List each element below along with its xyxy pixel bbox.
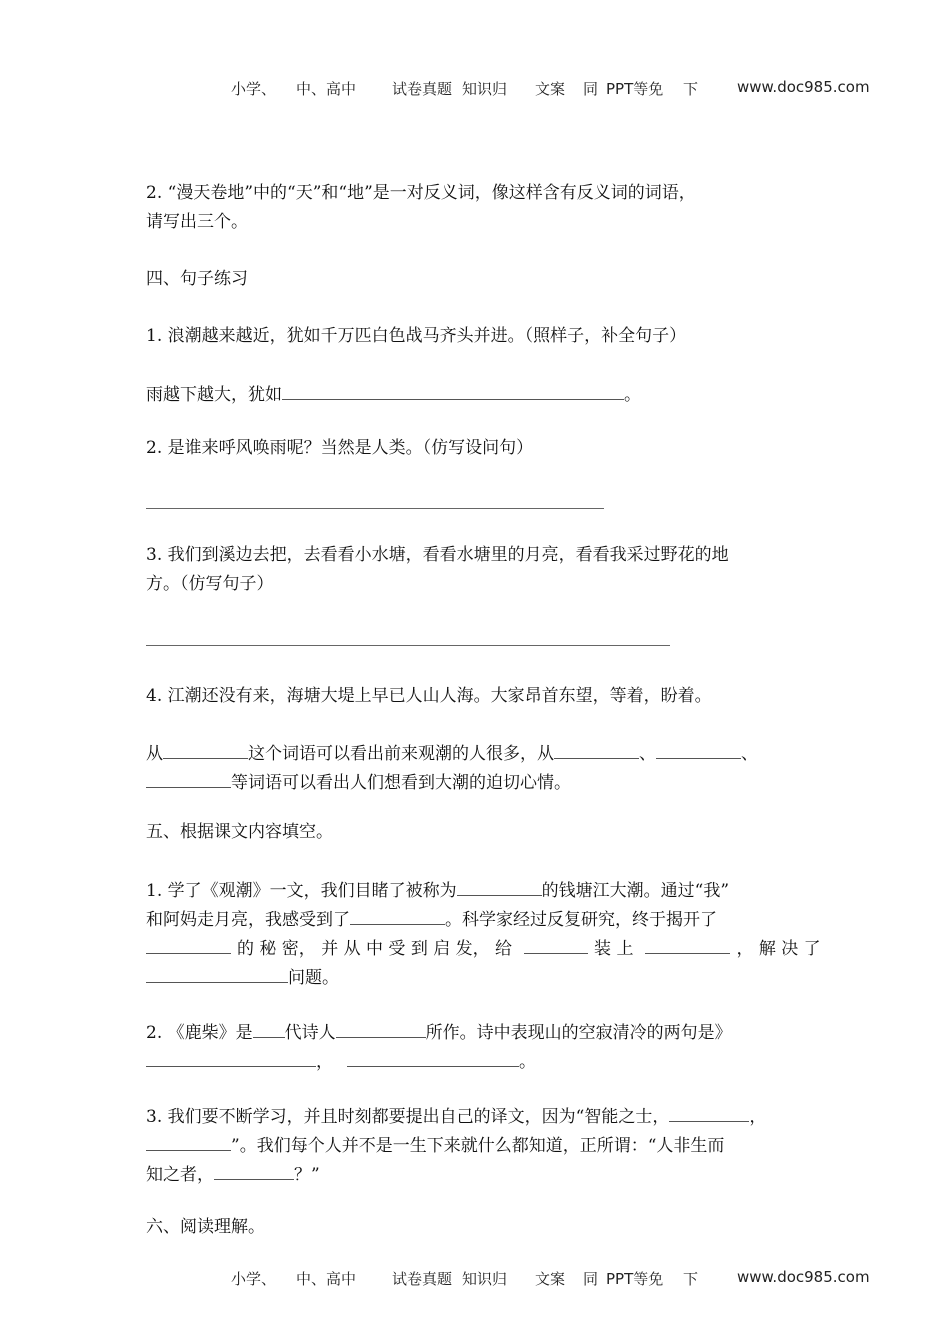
q2-line1: 2. “漫天卷地”中的“天”和“地”是一对反义词，像这样含有反义词的词语，: [146, 183, 696, 203]
answer-blank[interactable]: [146, 966, 288, 983]
footer-item: 下: [683, 1270, 699, 1288]
header-item: 文案: [535, 80, 566, 98]
answer-blank[interactable]: [282, 383, 624, 400]
f1-line3: [146, 937, 821, 959]
text: ，: [316, 1052, 333, 1072]
answer-blank[interactable]: [347, 1050, 519, 1067]
text: 所作。诗中表现山的空寂清冷的两句是》: [425, 1023, 732, 1043]
text: 等词语可以看出人们想看到大潮的迫切心情。: [231, 773, 571, 793]
footer-item: 知识归: [462, 1270, 508, 1288]
answer-blank[interactable]: [336, 1021, 426, 1038]
footer-url[interactable]: www.doc985.com: [737, 1268, 870, 1286]
section-4-heading: 四、句子练习: [146, 269, 248, 289]
s2-prompt: 2. 是谁来呼风唤雨呢？当然是人类。（仿写设问句）: [146, 438, 534, 458]
text: 装 上: [594, 939, 634, 959]
s1-answer-pre: 雨越下越大，犹如: [146, 385, 282, 405]
s4-answer-line2: [146, 771, 571, 793]
s1-answer: [146, 383, 641, 405]
text: 3. 我们要不断学习，并且时刻都要提出自己的译文，因为“智能之士，: [146, 1107, 670, 1127]
text: 、: [741, 744, 758, 764]
text: 和阿妈走月亮，我感受到了: [146, 910, 350, 930]
text: 。科学家经过反复研究，终于揭开了: [445, 910, 717, 930]
header-item: 下: [683, 80, 699, 98]
answer-line[interactable]: [146, 508, 604, 509]
text: 、: [639, 744, 656, 764]
answer-blank[interactable]: [656, 742, 741, 759]
section-5-heading: 五、根据课文内容填空。: [146, 822, 333, 842]
answer-line[interactable]: [146, 645, 670, 646]
text: 从: [146, 744, 163, 764]
answer-blank[interactable]: [253, 1021, 285, 1038]
f3-line2: [146, 1134, 724, 1156]
s4-answer-line1: [146, 742, 758, 764]
header-url[interactable]: www.doc985.com: [737, 78, 870, 96]
text: 问题。: [288, 968, 339, 988]
text: 2. 《鹿柴》是: [146, 1023, 253, 1043]
f3-line1: [146, 1105, 766, 1127]
text: 。: [519, 1052, 536, 1072]
text: 代诗人: [284, 1023, 336, 1043]
q2-line2: 请写出三个。: [146, 212, 248, 232]
header-item: 试卷真题: [392, 80, 453, 98]
text: 知之者，: [146, 1165, 214, 1185]
s3-line1: 3. 我们到溪边去把，去看看小水塘，看看水塘里的月亮，看看我采过野花的地: [146, 545, 729, 565]
text: 的 秘 密， 并 从 中 受 到 启 发， 给: [237, 939, 513, 959]
text: ， 解 决 了: [736, 939, 821, 959]
s1-answer-post: 。: [624, 385, 641, 405]
answer-blank[interactable]: [645, 937, 730, 954]
answer-blank[interactable]: [146, 771, 231, 788]
answer-blank[interactable]: [457, 879, 542, 896]
f3-line3: [146, 1163, 320, 1185]
footer-item: PPT等免: [606, 1270, 664, 1288]
text: ”。我们每个人并不是一生下来就什么都知道，正所谓：“人非生而: [231, 1136, 725, 1156]
answer-blank[interactable]: [669, 1105, 749, 1122]
f2-line1: [146, 1021, 732, 1043]
footer-item: 同: [583, 1270, 599, 1288]
answer-blank[interactable]: [146, 1050, 316, 1067]
text: ，: [749, 1107, 767, 1127]
s1-prompt: 1. 浪潮越来越近，犹如千万匹白色战马齐头并进。（照样子，补全句子）: [146, 326, 687, 346]
s4-prompt: 4. 江潮还没有来，海塘大堤上早已人山人海。大家昂首东望，等着，盼着。: [146, 686, 712, 706]
f1-line4: [146, 966, 339, 988]
header-item: 知识归: [462, 80, 508, 98]
f1-line1: [146, 879, 729, 901]
answer-blank[interactable]: [214, 1163, 294, 1180]
answer-blank[interactable]: [350, 908, 445, 925]
answer-blank[interactable]: [146, 1134, 231, 1151]
f2-line2: [146, 1050, 536, 1072]
answer-blank[interactable]: [554, 742, 639, 759]
header-item: 同: [583, 80, 599, 98]
text: 这个词语可以看出前来观潮的人很多，从: [248, 744, 554, 764]
f1-line2: [146, 908, 717, 930]
s3-line2: 方。（仿写句子）: [146, 574, 274, 594]
answer-blank[interactable]: [163, 742, 248, 759]
header-item: PPT等免: [606, 80, 664, 98]
answer-blank[interactable]: [146, 937, 231, 954]
text: 1. 学了《观潮》一文，我们目睹了被称为: [146, 881, 457, 901]
header-item: 中、高中: [296, 80, 357, 98]
text: ？”: [294, 1165, 320, 1185]
footer-item: 试卷真题: [392, 1270, 453, 1288]
header-item: 小学、: [231, 80, 277, 98]
footer-item: 中、高中: [296, 1270, 357, 1288]
footer-item: 文案: [535, 1270, 566, 1288]
section-6-heading: 六、阅读理解。: [146, 1217, 265, 1237]
footer-item: 小学、: [231, 1270, 277, 1288]
answer-blank[interactable]: [524, 937, 588, 954]
text: 的钱塘江大潮。通过“我”: [541, 881, 730, 901]
